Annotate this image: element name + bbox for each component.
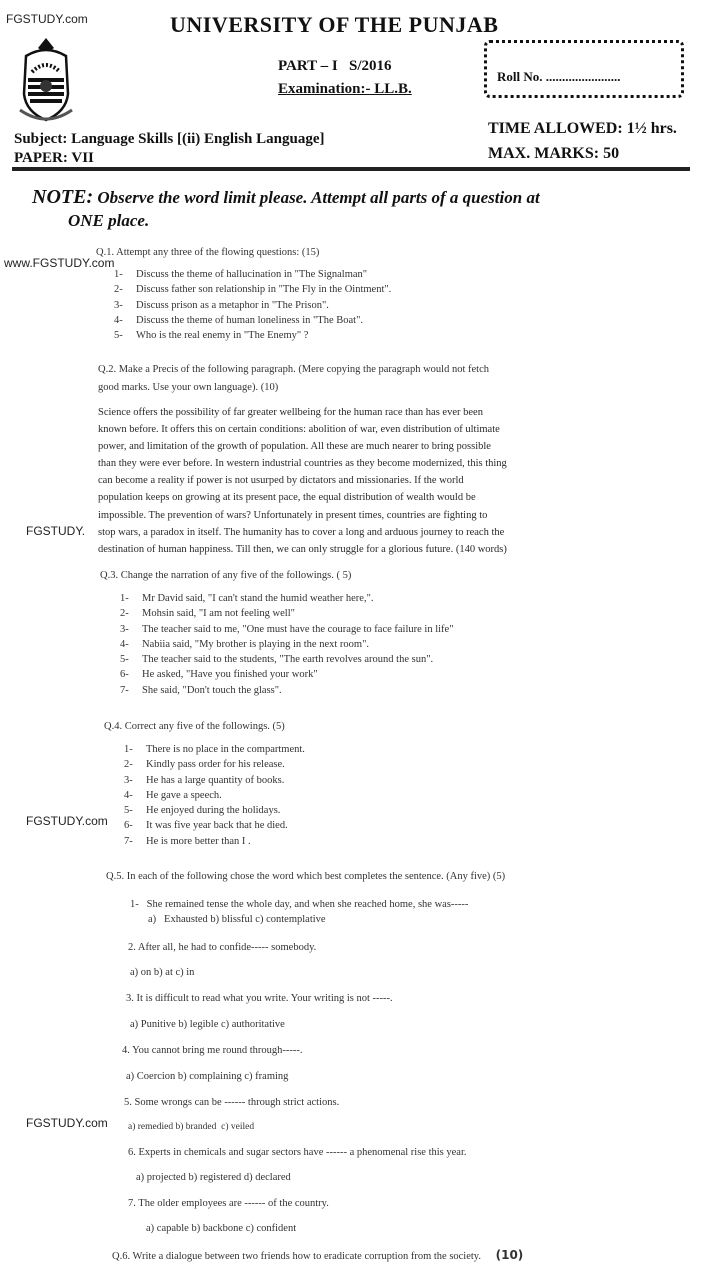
q5-item-3-stem: 3. It is difficult to read what you write. Your writing is not -----.: [126, 993, 393, 1004]
q5-item-2-options: a) on b) at c) in: [130, 967, 195, 978]
q6-question: [112, 1248, 523, 1264]
watermark-q5: FGSTUDY.com: [26, 1116, 108, 1130]
q5-heading: Q.5. In each of the following chose the word which best completes the sentence. (Any five) (5): [106, 871, 506, 882]
list-item: 2- Mohsin said, "I am not feeling well": [120, 608, 295, 620]
q5-item-6-options: a) projected b) registered d) declared: [136, 1172, 291, 1183]
list-item: 2- Discuss father son relationship in "The Fly in the Ointment".: [114, 284, 392, 296]
q6-marks: (10): [495, 1248, 524, 1262]
list-item: 6- He asked, "Have you finished your work": [120, 669, 318, 681]
q5-item-6-stem: 6. Experts in chemicals and sugar sectors have ------ a phenomenal rise this year.: [128, 1147, 467, 1158]
q2-heading: Q.2. Make a Precis of the following paragraph. (Mere copying the paragraph would not fetch good marks. Use your own language). (10): [98, 364, 489, 393]
crest-icon: [16, 34, 76, 129]
q3-list: [120, 591, 453, 698]
header-divider: [12, 167, 690, 171]
watermark-q4: FGSTUDY.com: [26, 814, 108, 828]
list-item: 2- Kindly pass order for his release.: [124, 759, 285, 771]
max-marks: MAX. MARKS: 50: [488, 145, 620, 162]
list-item: 7- He is more better than I .: [124, 835, 251, 847]
q5-item-4-stem: 4. You cannot bring me round through-----.: [122, 1045, 303, 1056]
q5-item-2-stem: 2. After all, he had to confide----- somebody.: [128, 942, 317, 953]
q4-list: [124, 742, 305, 849]
list-item: 4- He gave a speech.: [124, 789, 222, 801]
watermark-q2: FGSTUDY.: [26, 524, 86, 538]
note-text: Observe the word limit please. Attempt all parts of a question at: [93, 188, 540, 207]
q3-heading: Q.3. Change the narration of any five of the followings. ( 5): [100, 570, 352, 581]
watermark-top: FGSTUDY.com: [6, 12, 88, 26]
q1-list: [114, 267, 391, 343]
university-title: UNIVERSITY OF THE PUNJAB: [170, 12, 499, 37]
list-item: 6- It was five year back that he died.: [124, 820, 288, 832]
watermark-q1: www.FGSTUDY.com: [4, 256, 115, 270]
examination-label: Examination:- LL.B.: [278, 81, 412, 97]
list-item: 4- Nabiia said, "My brother is playing in the next room".: [120, 638, 369, 650]
list-item: 5- He enjoyed during the holidays.: [124, 805, 281, 817]
list-item: 3- He has a large quantity of books.: [124, 774, 285, 786]
list-item: 7- She said, "Don't touch the glass".: [120, 684, 282, 696]
roll-number-box[interactable]: [484, 40, 684, 98]
roll-number-field[interactable]: Roll No. .......................: [497, 69, 621, 84]
paper-label: PAPER: VII: [14, 150, 94, 166]
list-item: 1- Discuss the theme of hallucination in "The Signalman": [114, 269, 368, 280]
q1-heading: Q.1. Attempt any three of the flowing questions: (15): [96, 247, 320, 258]
q5-item-3-options: a) Punitive b) legible c) authoritative: [130, 1019, 285, 1030]
note-text-line2: ONE place.: [68, 211, 150, 230]
q4-heading: Q.4. Correct any five of the followings. (5): [104, 721, 285, 732]
q5-item-7-stem: 7. The older employees are ------ of the country.: [128, 1198, 329, 1209]
time-allowed: TIME ALLOWED: 1½ hrs.: [488, 120, 677, 137]
q6-text: Q.6. Write a dialogue between two friends how to eradicate corruption from the society.: [112, 1251, 481, 1262]
list-item: 3- Discuss prison as a metaphor in "The Prison".: [114, 299, 329, 311]
q5-item-7-options: a) capable b) backbone c) confident: [146, 1223, 297, 1234]
q2-paragraph: Science offers the possibility of far greater wellbeing for the human race than has ever been known before. It offers this on certain conditions: abolition of war, even distribution of ultimate power, and limitation of the growth of population. All these are much nearer to bring possible than they were ever before. In western industrial countries as they become modernized, this thing can become a reality if power is not usurped by dictators and missionaries. If the world population keeps on growing at its present pace, the equal distribution of wealth would be impossible. The prevention of wars? Unfortunately in present times, countries are fighting to stop wars, a paradox in itself. The humanity has to cover a long and arduous journey to reach the destination of human happiness. Till then, we can only struggle for a glorious future. (140 words): [98, 407, 507, 555]
list-item: 5- The teacher said to the students, "The earth revolves around the sun".: [120, 654, 434, 666]
list-item: 4- Discuss the theme of human loneliness in "The Boat".: [114, 314, 363, 326]
q5-item-1-stem: 1- She remained tense the whole day, and when she reached home, she was-----: [130, 899, 469, 910]
subject-label: Subject: Language Skills [(ii) English Language]: [14, 131, 325, 147]
note-instructions: [32, 186, 702, 209]
list-item: 1- There is no place in the compartment.: [124, 744, 305, 755]
q5-item-5-options: a) remedied b) branded c) veiled: [128, 1122, 255, 1132]
q5-item-4-options: a) Coercion b) complaining c) framing: [126, 1071, 289, 1082]
q5-item-5-stem: 5. Some wrongs can be ------ through strict actions.: [124, 1097, 340, 1108]
part-session: PART – I S/2016: [278, 58, 392, 74]
list-item: 1- Mr David said, "I can't stand the humid weather here,".: [120, 593, 374, 604]
list-item: 3- The teacher said to me, "One must have the courage to face failure in life": [120, 623, 454, 635]
note-label: NOTE:: [32, 186, 94, 208]
list-item: 5- Who is the real enemy in "The Enemy" ?: [114, 330, 309, 342]
q5-item-1-options: a) Exhausted b) blissful c) contemplative: [148, 914, 326, 925]
university-crest-logo: [16, 34, 76, 129]
